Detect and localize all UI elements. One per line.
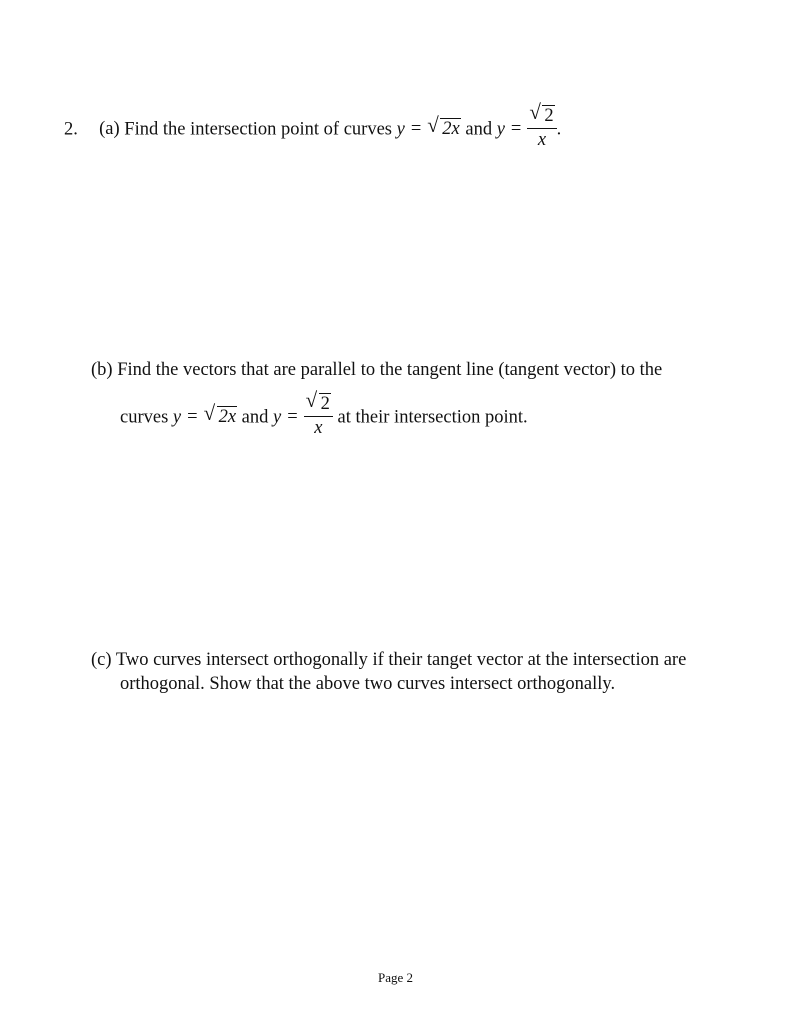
sqrt-radicand: 2x — [218, 407, 237, 428]
curve2-lhs: y — [496, 119, 505, 140]
part-b-label: (b) — [91, 360, 113, 380]
sqrt-2x — [203, 401, 237, 428]
sqrt-2 — [305, 388, 331, 414]
equals-sign: = — [510, 119, 522, 140]
page-number: Page 2 — [377, 970, 414, 985]
and-word: and — [241, 407, 269, 428]
question-number: 2. — [64, 119, 78, 140]
fraction-denominator: x — [537, 129, 547, 150]
sqrt-2 — [529, 100, 554, 126]
curve1-lhs: y — [396, 119, 405, 140]
part-b-text-line1: Find the vectors that are parallel to the tangent line (tangent vector) to the — [117, 360, 663, 380]
part-c-text-line2: orthogonal. Show that the above two curves intersect orthogonally. — [120, 674, 616, 694]
question-2b-line1 — [91, 361, 662, 380]
sqrt-radicand: 2 — [544, 106, 554, 126]
radical-icon: √ — [305, 388, 318, 412]
fraction-sqrt2-over-x — [527, 100, 556, 150]
question-2a — [64, 100, 562, 152]
part-a-text: Find the intersection point of curves — [124, 119, 392, 140]
part-c-text-line1: Two curves intersect orthogonally if their tanget vector at the intersection are — [115, 650, 687, 670]
sqrt-radicand: 2 — [320, 394, 330, 414]
equals-sign: = — [410, 119, 422, 140]
part-b-text-end: at their intersection point. — [337, 407, 528, 428]
radical-icon: √ — [427, 113, 439, 138]
part-c-label: (c) — [91, 650, 112, 670]
fraction-sqrt2-over-x — [304, 388, 333, 438]
sqrt-2x — [427, 113, 460, 140]
radical-icon: √ — [529, 100, 541, 124]
period: . — [556, 119, 562, 140]
part-a-label: (a) — [99, 119, 120, 140]
question-2c-line2 — [120, 675, 615, 694]
curve1-lhs: y — [172, 407, 182, 428]
part-b-curves-word: curves — [120, 407, 169, 428]
equals-sign: = — [187, 407, 198, 428]
sqrt-radicand: 2x — [442, 119, 460, 140]
radical-icon: √ — [203, 401, 216, 426]
and-word: and — [465, 119, 493, 140]
question-2c-line1 — [91, 651, 686, 670]
fraction-denominator: x — [314, 417, 323, 438]
curve2-lhs: y — [273, 407, 282, 428]
equals-sign: = — [287, 407, 298, 428]
question-2b-line2 — [120, 388, 528, 440]
